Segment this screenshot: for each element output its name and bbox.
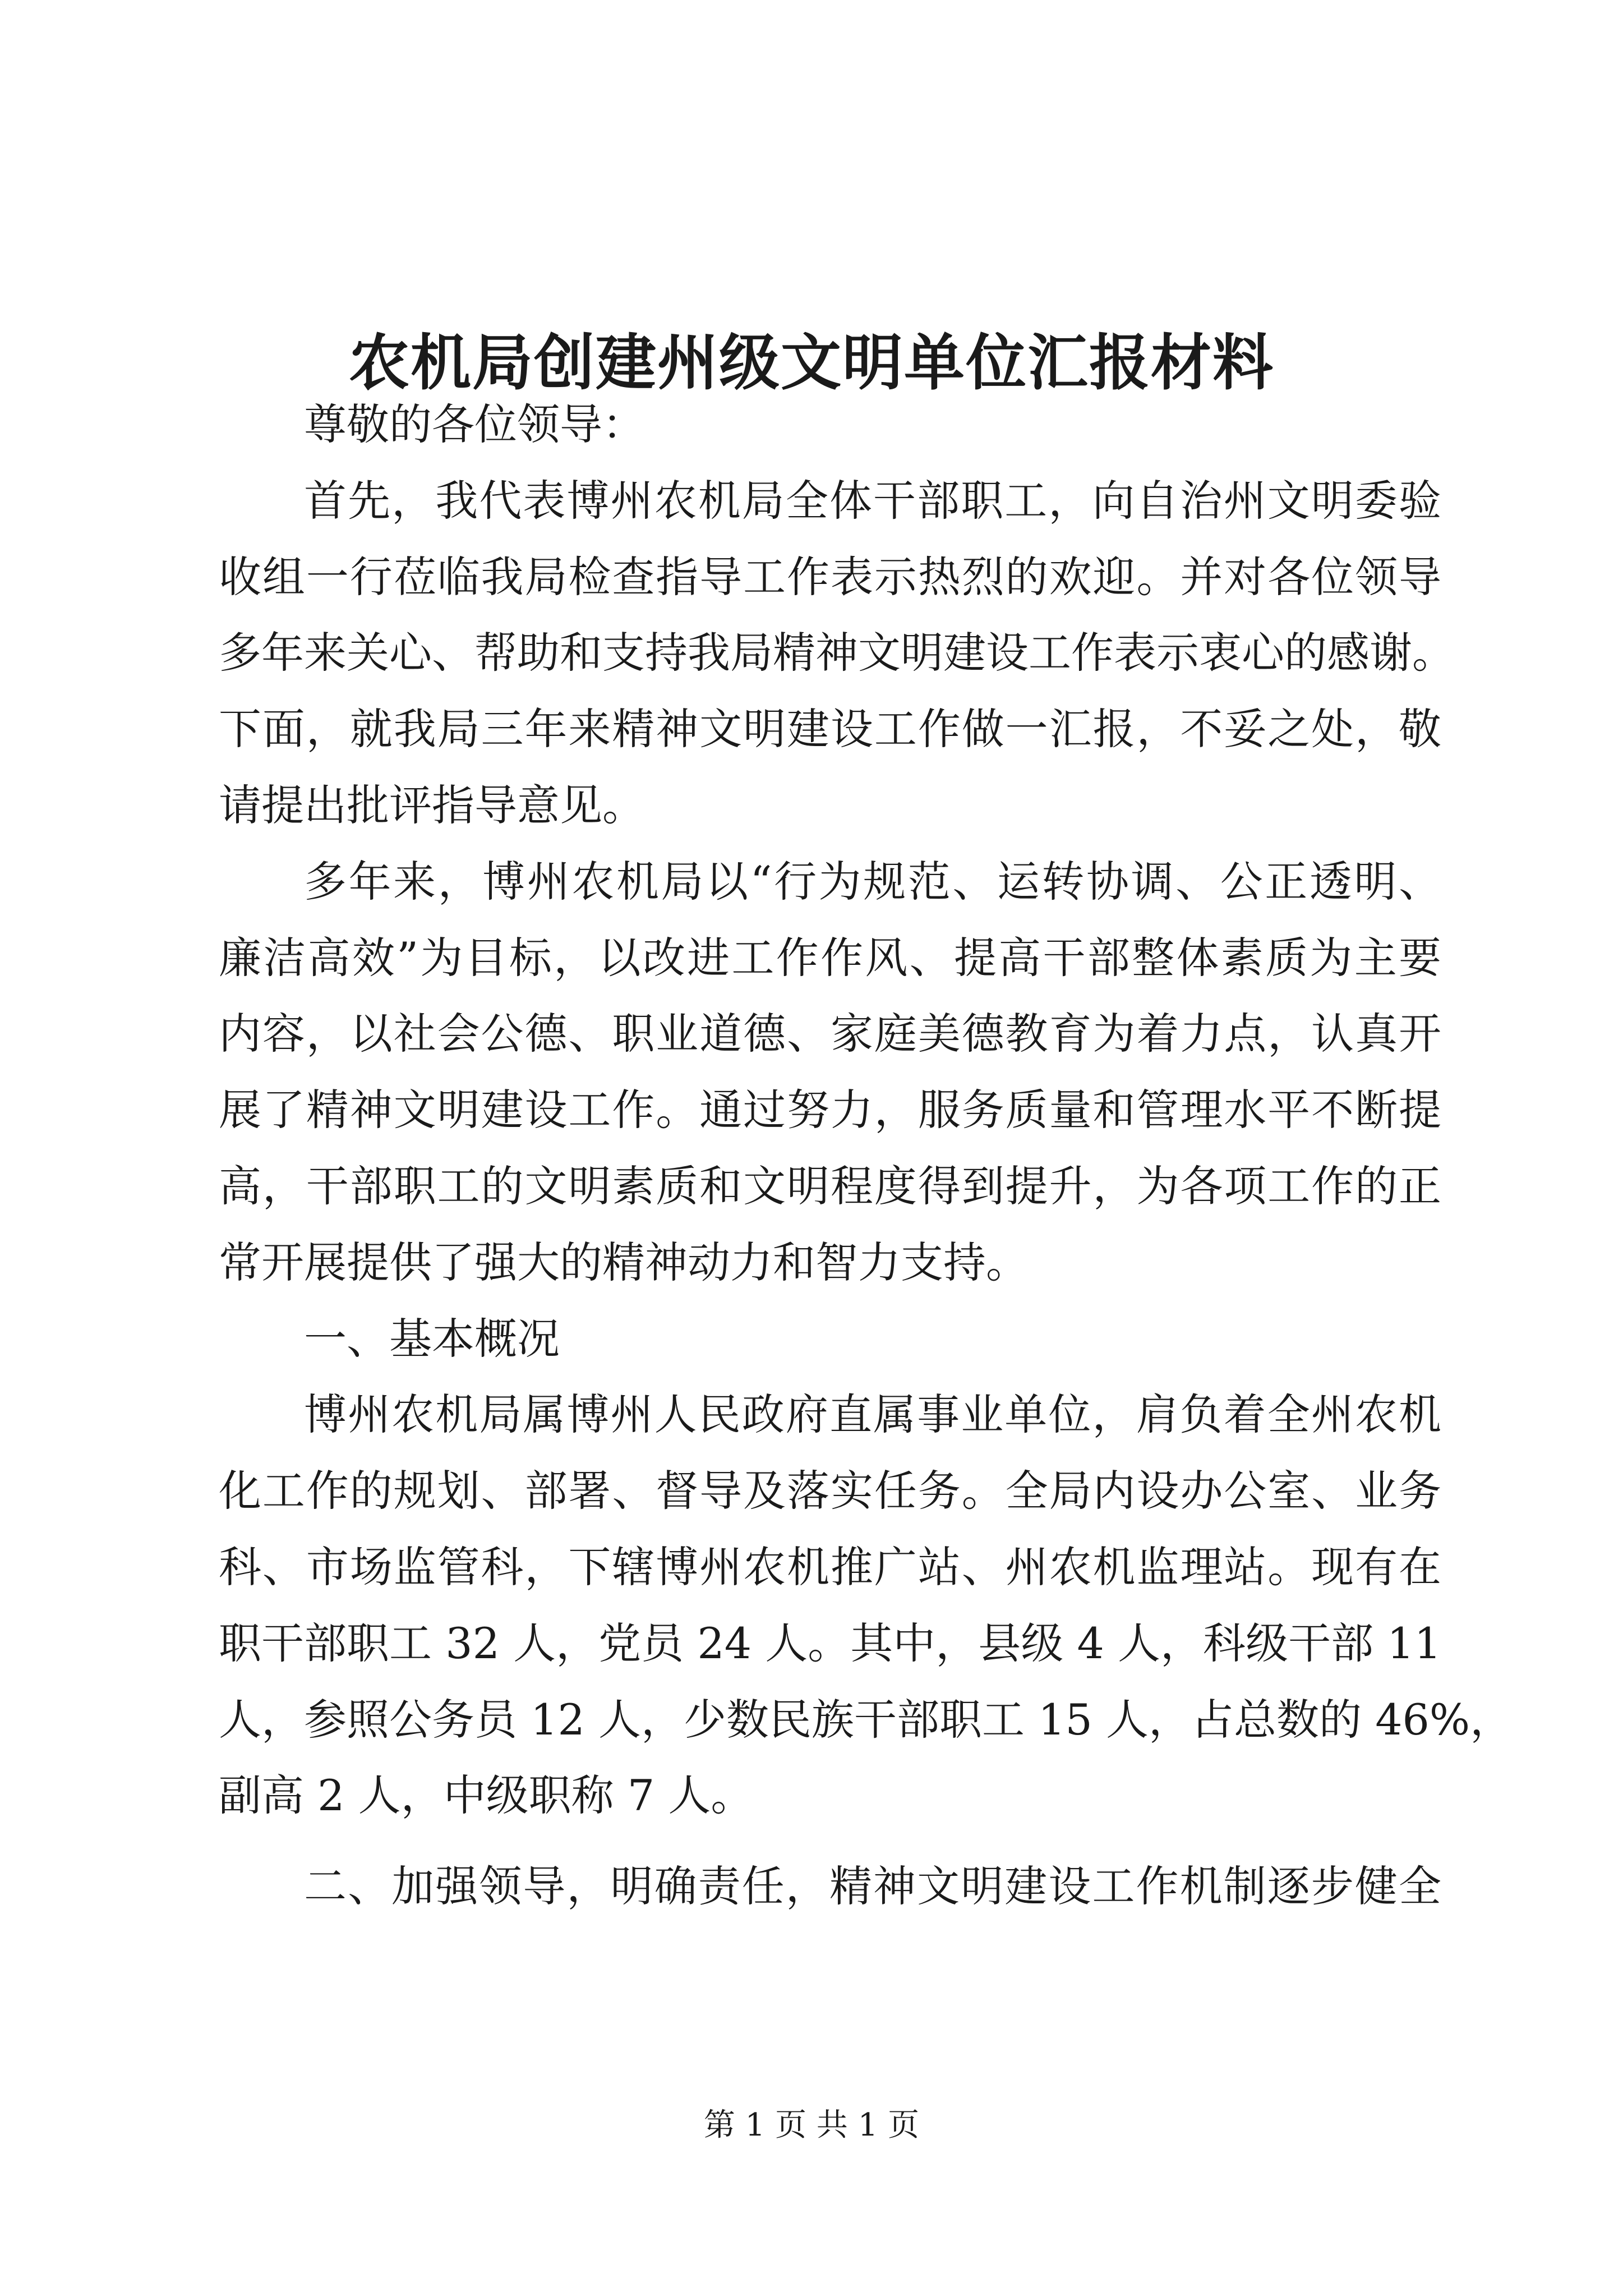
- paragraph-line: 收组一行莅临我局检查指导工作表示热烈的欢迎。并对各位领导: [219, 552, 1441, 602]
- paragraph-line: 副高 2 人，中级职称 7 人。: [219, 1770, 754, 1820]
- salutation-line: 尊敬的各位领导：: [304, 399, 645, 449]
- paragraph-line: 多年来关心、帮助和支持我局精神文明建设工作表示衷心的感谢。: [219, 628, 1455, 678]
- paragraph-line: 人，参照公务员 12 人，少数民族干部职工 15 人，占总数的 46%，: [219, 1695, 1513, 1745]
- paragraph-line: 内容，以社会公德、职业道德、家庭美德教育为着力点，认真开: [219, 1009, 1441, 1059]
- paragraph-line: 科、市场监管科，下辖博州农机推广站、州农机监理站。现有在: [219, 1542, 1441, 1592]
- paragraph-line: 职干部职工 32 人，党员 24 人。其中，县级 4 人，科级干部 11: [219, 1618, 1441, 1668]
- paragraph-line: 常开展提供了强大的精神动力和智力支持。: [219, 1237, 1029, 1287]
- paragraph-line: 博州农机局属博州人民政府直属事业单位，肩负着全州农机: [304, 1389, 1441, 1439]
- paragraph-line: 多年来，博州农机局以“行为规范、运转协调、公正透明、: [304, 857, 1441, 907]
- section-heading: 二、加强领导，明确责任，精神文明建设工作机制逐步健全: [304, 1861, 1441, 1911]
- document-title: 农机局创建州级文明单位汇报材料: [348, 328, 1274, 399]
- section-heading: 一、基本概况: [304, 1314, 560, 1364]
- page-number-footer: 第 1 页 共 1 页: [703, 2107, 920, 2143]
- paragraph-line: 请提出批评指导意见。: [219, 780, 645, 830]
- paragraph-line: 下面，就我局三年来精神文明建设工作做一汇报，不妥之处，敬: [219, 704, 1441, 754]
- paragraph-line: 化工作的规划、部署、督导及落实任务。全局内设办公室、业务: [219, 1466, 1441, 1516]
- paragraph-line: 高，干部职工的文明素质和文明程度得到提升，为各项工作的正: [219, 1161, 1441, 1211]
- paragraph-line: 展了精神文明建设工作。通过努力，服务质量和管理水平不断提: [219, 1085, 1441, 1135]
- paragraph-line: 廉洁高效”为目标，以改进工作作风、提高干部整体素质为主要: [219, 933, 1441, 983]
- paragraph-line: 首先，我代表博州农机局全体干部职工，向自治州文明委验: [304, 476, 1441, 526]
